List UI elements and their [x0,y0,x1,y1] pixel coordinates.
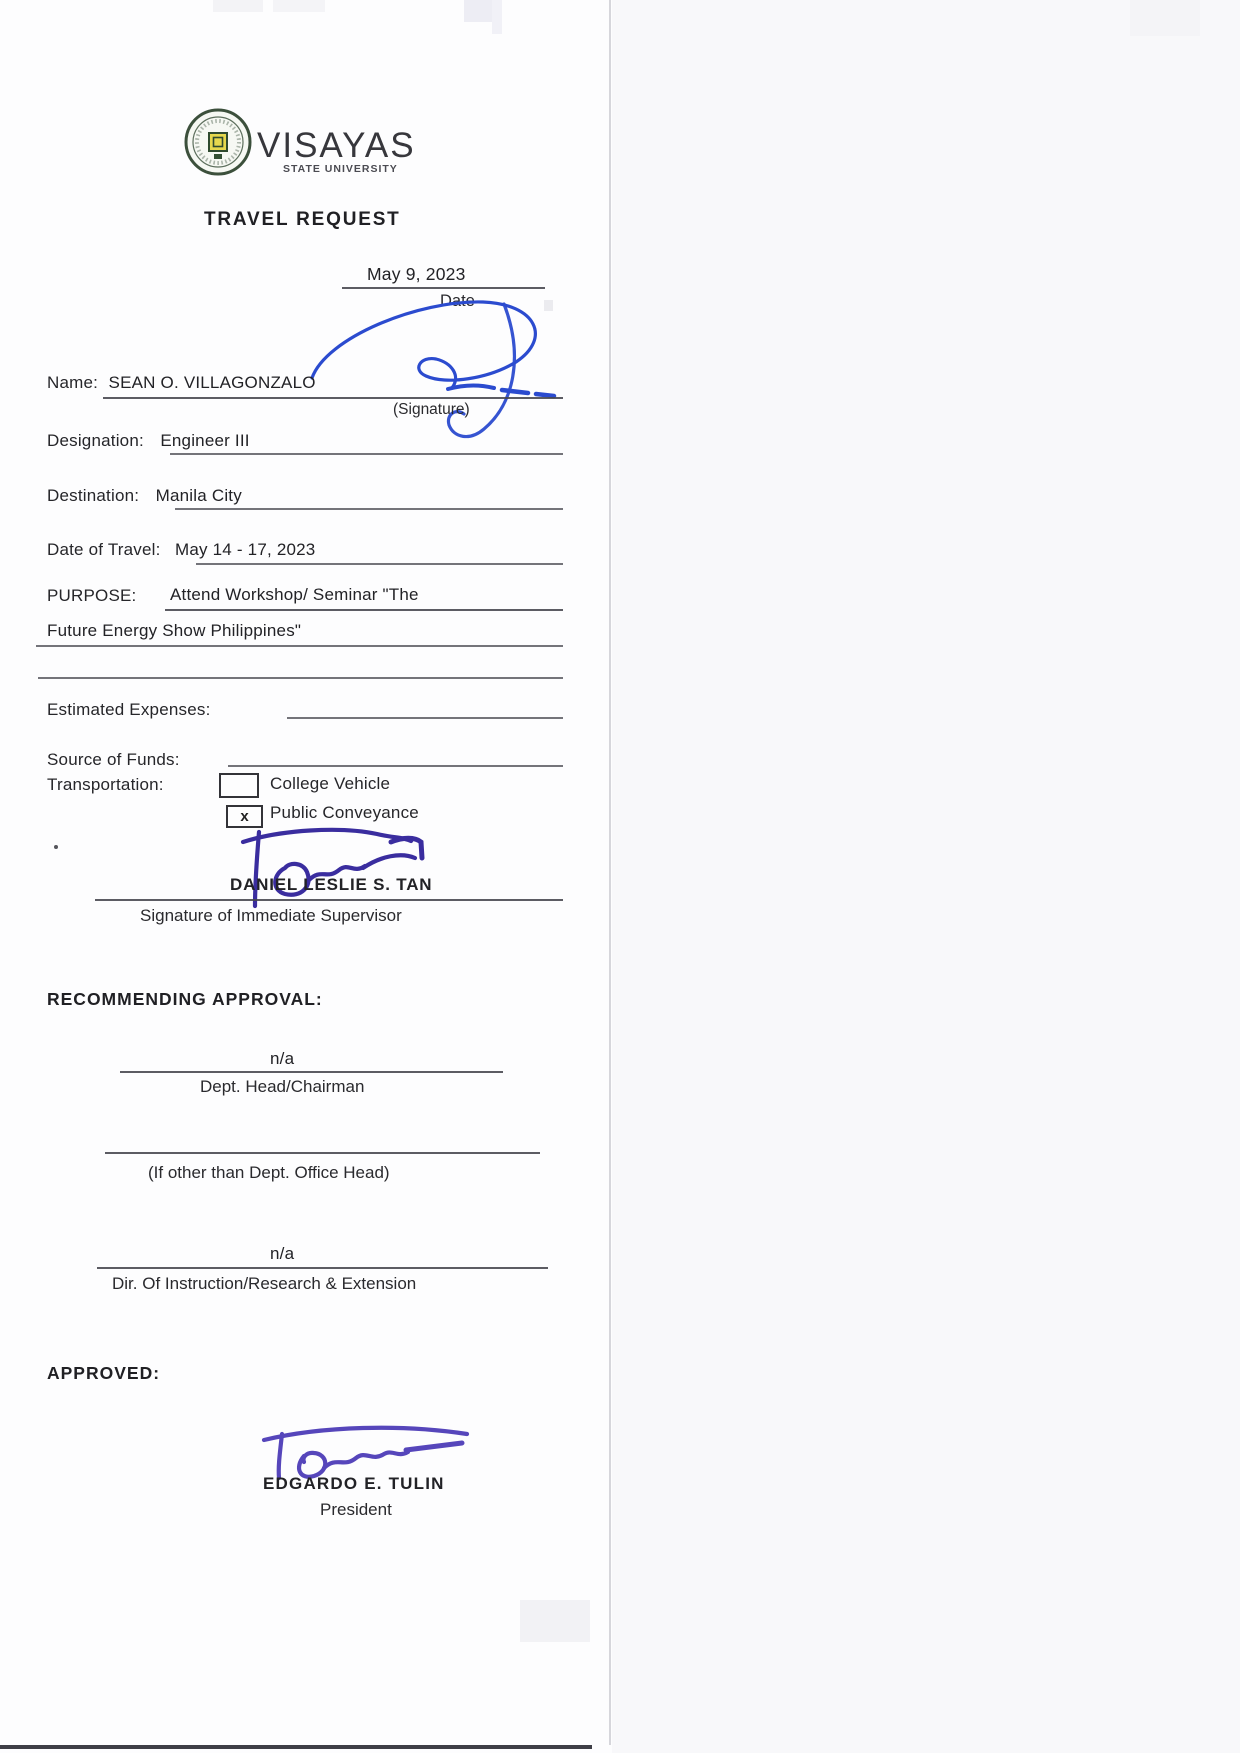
source-of-funds-label: Source of Funds: [47,750,180,769]
name-value: SEAN O. VILLAGONZALO [108,373,316,392]
designation-value: Engineer III [160,431,250,450]
source-of-funds-underline [228,765,563,767]
transportation-label: Transportation: [47,775,164,794]
signature-caption: (Signature) [393,401,470,418]
purpose-value-line1: Attend Workshop/ Seminar "The [170,585,419,604]
scan-artifact [520,1600,590,1642]
paper-edge-line [609,0,611,1745]
recommending-approval-heading: RECOMMENDING APPROVAL: [47,989,323,1009]
purpose-underline-3 [38,677,563,679]
director-underline [97,1267,548,1269]
supervisor-signature [225,816,440,911]
name-label: Name: [47,373,99,392]
purpose-underline-1 [165,609,563,611]
public-conveyance-label: Public Conveyance [270,803,419,822]
designation-underline [170,453,563,455]
stray-ink-dot [54,845,58,849]
director-value: n/a [270,1244,295,1263]
destination-label: Destination: [47,486,140,505]
dept-head-value: n/a [270,1049,295,1068]
university-name: VISAYAS [257,126,416,165]
destination-row [47,486,242,506]
applicant-signature [298,286,570,454]
university-wordmark-sub [283,163,398,175]
estimated-expenses-underline [287,717,563,719]
designation-label: Designation: [47,431,144,450]
date-of-travel-underline [196,563,563,565]
destination-underline [175,508,563,510]
director-caption: Dir. Of Instruction/Research & Extension [112,1274,417,1293]
supervisor-underline [95,899,563,901]
university-subtitle: STATE UNIVERSITY [283,163,398,175]
purpose-value-line2: Future Energy Show Philippines" [47,621,302,640]
other-head-caption: (If other than Dept. Office Head) [148,1163,390,1182]
date-of-travel-label: Date of Travel: [47,540,161,559]
president-name: EDGARDO E. TULIN [263,1474,445,1493]
checkbox-college-vehicle [219,773,259,798]
scan-artifact [273,0,325,12]
name-underline [103,397,563,399]
destination-value: Manila City [155,486,242,505]
date-value: May 9, 2023 [367,264,466,284]
form-title: TRAVEL REQUEST [204,209,401,230]
purpose-label: PURPOSE: [47,586,137,605]
designation-row [47,431,250,451]
date-of-travel-value: May 14 - 17, 2023 [175,540,316,559]
dept-head-underline [120,1071,503,1073]
date-of-travel-row [47,540,315,560]
dept-head-caption: Dept. Head/Chairman [200,1077,365,1096]
approved-heading: APPROVED: [47,1363,161,1383]
scan-artifact [492,0,502,34]
supervisor-name: DANIEL LESLIE S. TAN [230,875,433,894]
scan-artifact [1130,0,1200,36]
president-title: President [320,1500,392,1519]
estimated-expenses-label: Estimated Expenses: [47,700,211,719]
scan-background-strip [612,0,1240,1753]
college-vehicle-label: College Vehicle [270,774,391,793]
other-head-underline [105,1152,540,1154]
name-row [47,373,316,393]
purpose-underline-2 [36,645,563,647]
scan-bottom-line [0,1745,592,1749]
supervisor-caption: Signature of Immediate Supervisor [140,906,402,925]
date-label: Date [440,292,475,310]
checkbox-mark: x [240,808,249,825]
university-wordmark [257,126,416,166]
scan-artifact [464,0,492,22]
scan-artifact [213,0,263,12]
